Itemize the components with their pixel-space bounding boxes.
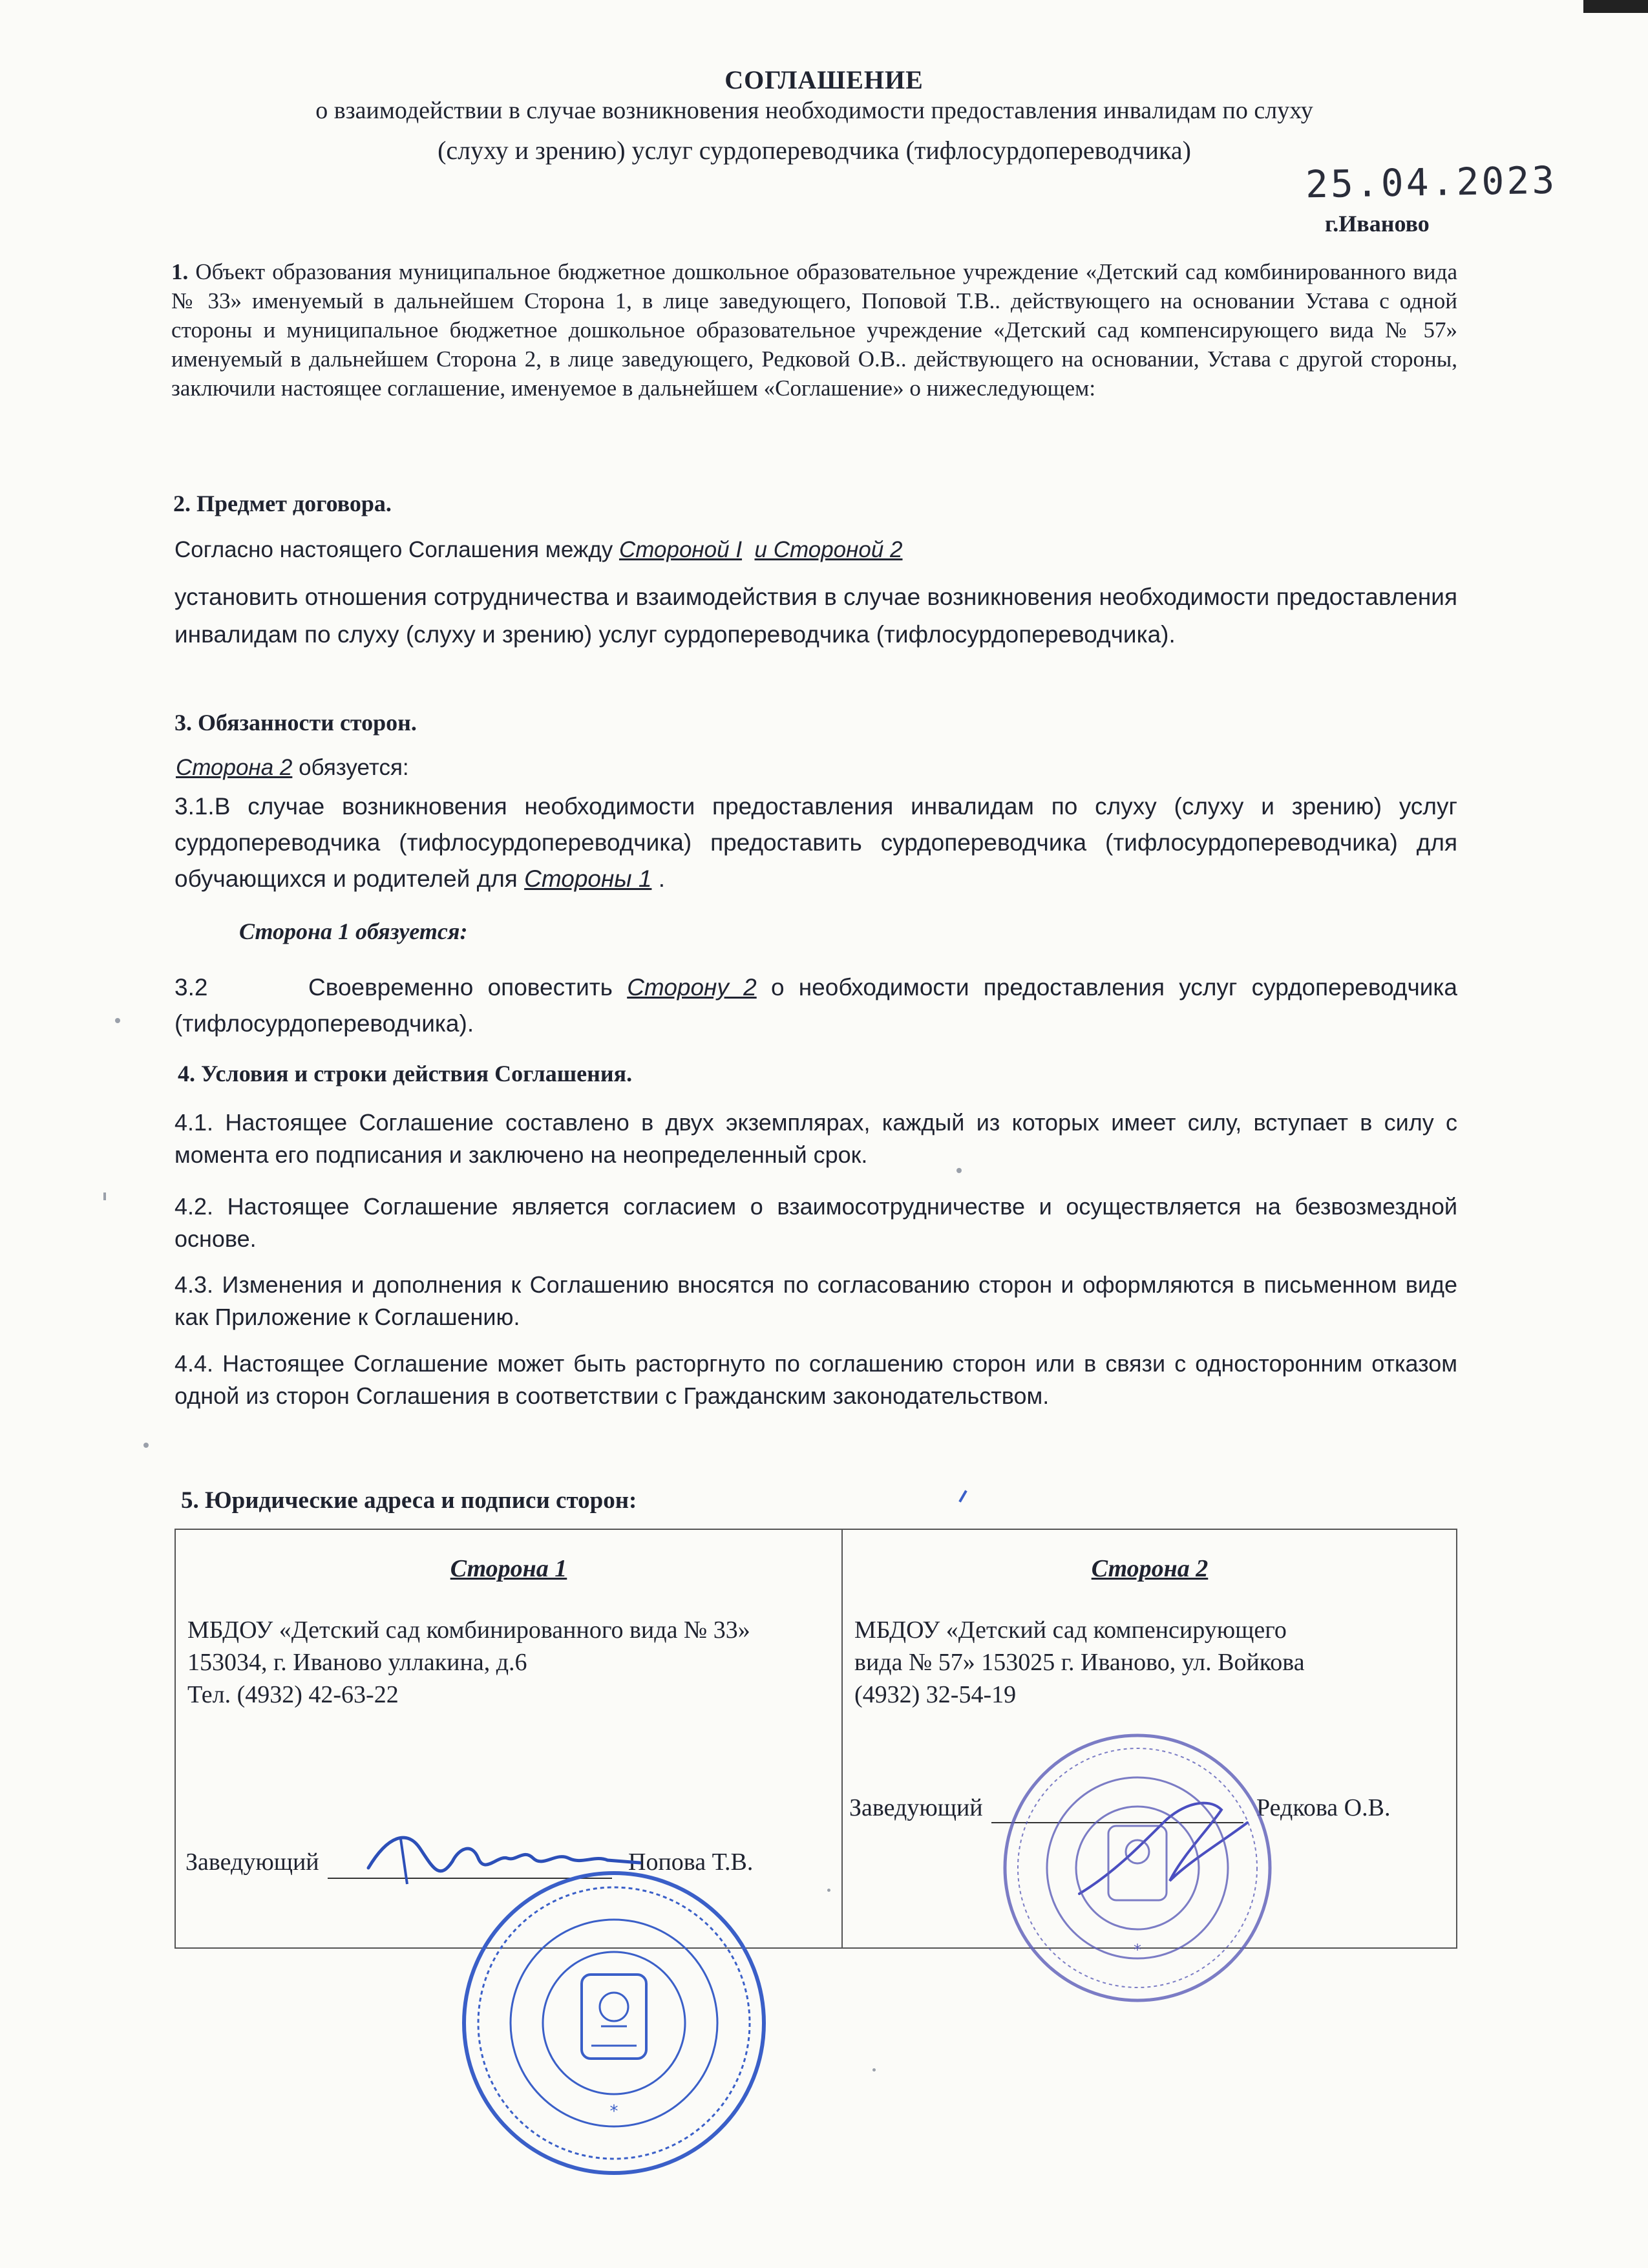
- section-1-number: 1.: [171, 259, 189, 284]
- party-1-reference: Стороной I: [618, 537, 743, 562]
- item-3-2-pre: Своевременно оповестить: [308, 974, 628, 1001]
- party-1-obliges: Сторона 1 обязуется:: [239, 918, 468, 944]
- organization-stamp-1: [452, 1861, 776, 2185]
- scan-speck: [872, 2068, 876, 2072]
- section-2-text: установить отношения сотрудничества и взаимодействия в случае возникновения необходимости предоставления инвалидам по слуху (слуху и зрению) услуг сурдопереводчика (тифлосурдопереводчика).: [174, 584, 1457, 648]
- party-1-role: Заведующий: [185, 1849, 319, 1876]
- organization-stamp-2: [995, 1726, 1280, 2010]
- party-2-reference: и Стороной 2: [754, 537, 903, 562]
- party-1-details: [187, 1614, 750, 1711]
- scan-speck: [103, 1192, 106, 1200]
- section-2-heading: 2. Предмет договора.: [173, 491, 392, 516]
- party-1-line-1: МБДОУ «Детский сад комбинированного вида № 33»: [187, 1616, 750, 1644]
- item-3-2-post: о необходимости предоставления услуг сурдопереводчика (тифлосурдопереводчика).: [174, 974, 1457, 1037]
- section-5-heading: 5. Юридические адреса и подписи сторон:: [181, 1487, 637, 1514]
- item-4-3: 4.3. Изменения и дополнения к Соглашению вносятся по согласованию сторон и оформляются в письменном виде как Приложение к Соглашению.: [174, 1271, 1457, 1330]
- item-3-2: [174, 970, 1457, 1042]
- section-2-intro-prefix: Согласно настоящего Соглашения между: [174, 537, 619, 562]
- city-label: г.Иваново: [1325, 211, 1430, 237]
- party-2-label: Сторона 2: [176, 755, 293, 780]
- item-3-1-end: .: [651, 865, 665, 892]
- party-2-details: [854, 1614, 1305, 1711]
- scan-speck: [827, 1889, 830, 1892]
- item-3-1-party: Стороны 1: [524, 865, 652, 892]
- item-4-2: 4.2. Настоящее Соглашение является согласием о взаимосотрудничестве и осуществляется на безвозмездной основе.: [174, 1193, 1457, 1252]
- subtitle-line-2: (слуху и зрению) услуг сурдопереводчика (тифлосурдопереводчика): [438, 136, 1191, 165]
- svg-text:*: *: [609, 2102, 618, 2121]
- scan-speck: [115, 1018, 120, 1023]
- party-2-line-3: (4932) 32-54-19: [854, 1681, 1017, 1708]
- section-4-heading: 4. Условия и строки действия Соглашения.: [178, 1061, 633, 1086]
- section-1-text: Объект образования муниципальное бюджетное дошкольное образовательное учреждение «Детский сад комбинированного вида № 33» именуемый в дальнейшем Сторона 1, в лице заведующего, Поповой Т.В.. действующего на основании Устава с одной стороны и муниципальное бюджетное дошкольное образовательное учреждение «Детский сад компенсирующего вида № 57» именуемый в дальнейшем Сторона 2, в лице заведующего, Редковой О.В.. действующего на основании, Устава с другой стороны, заключили настоящее соглашение, именуемое в дальнейшем «Соглашение» о нижеследующем:: [171, 259, 1458, 401]
- section-2-intro: [174, 534, 903, 566]
- party-2-name: Редкова О.В.: [1256, 1794, 1391, 1821]
- item-3-1: [174, 789, 1457, 897]
- scan-speck: [956, 1168, 962, 1173]
- handwritten-date: 25.04.2023: [1305, 158, 1558, 207]
- scan-edge: [1583, 0, 1648, 13]
- item-4-1: 4.1. Настоящее Соглашение составлено в двух экземплярах, каждый из которых имеет силу, вступает в силу с момента его подписания и заключено на неопределенный срок.: [174, 1109, 1457, 1168]
- item-3-1-text: 3.1.В случае возникновения необходимости предоставления инвалидам по слуху (слуху и зрению) услуг сурдопереводчика (тифлосурдопереводчика) предоставить сурдопереводчика (тифлосурдопереводчика) для обучающихся и родителей для: [174, 793, 1457, 892]
- party-2-line-2: вида № 57» 153025 г. Иваново, ул. Войкова: [854, 1649, 1305, 1676]
- section-3-heading: 3. Обязанности сторон.: [174, 710, 417, 736]
- party-2-obliges: [176, 752, 409, 784]
- scan-speck: [958, 1490, 967, 1502]
- party-1-name: Попова Т.В.: [628, 1849, 754, 1876]
- item-3-2-number: 3.2: [174, 974, 208, 1001]
- party-2-role: Заведующий: [849, 1794, 983, 1821]
- party-2-suffix: обязуется:: [292, 755, 409, 780]
- party-1-line-2: 153034, г. Иваново уллакина, д.6: [187, 1649, 527, 1676]
- party-2-line-1: МБДОУ «Детский сад компенсирующего: [854, 1616, 1287, 1644]
- item-4-4: 4.4. Настоящее Соглашение может быть расторгнуто по соглашению сторон или в связи с односторонним отказом одной из сторон Соглашения в соответствии с Гражданским законодательством.: [174, 1350, 1457, 1409]
- subtitle-line-1: о взаимодействии в случае возникновения необходимости предоставления инвалидам по слуху: [315, 97, 1313, 124]
- document-subtitle: [129, 90, 1499, 171]
- section-1-paragraph: [171, 257, 1457, 403]
- party-1-line-3: Тел. (4932) 42-63-22: [187, 1681, 399, 1708]
- scan-speck: [143, 1443, 149, 1448]
- svg-text:*: *: [1134, 1941, 1141, 1959]
- party-1-title: Сторона 1: [450, 1555, 567, 1582]
- party-2-title: Сторона 2: [1091, 1555, 1209, 1582]
- item-3-2-party: Сторону 2: [627, 974, 757, 1001]
- document-title: СОГЛАШЕНИЕ: [724, 65, 924, 94]
